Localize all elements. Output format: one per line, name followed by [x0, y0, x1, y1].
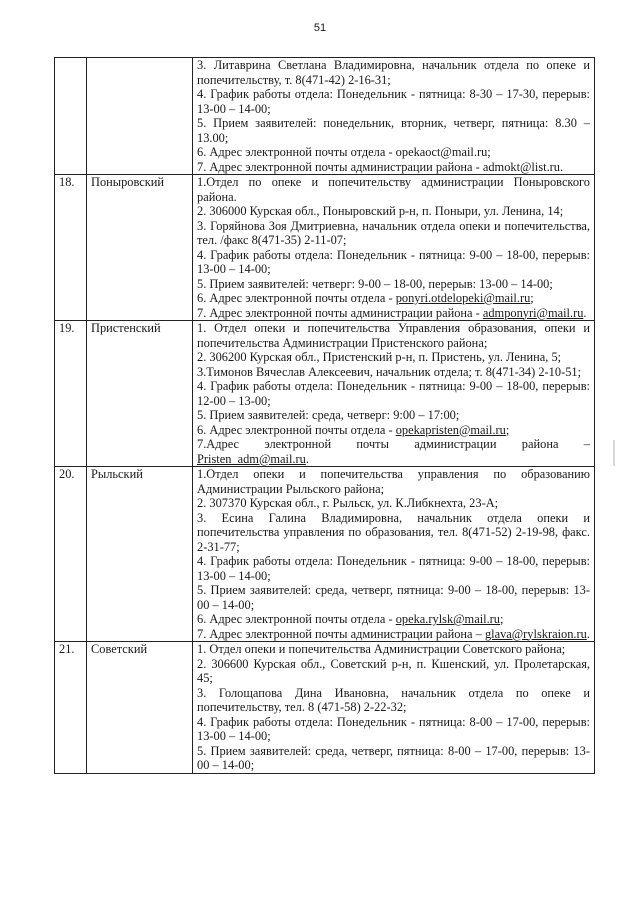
department-info [193, 321, 595, 467]
info-line [197, 554, 590, 583]
info-line [197, 175, 590, 204]
info-line [197, 277, 590, 292]
info-text: 4. График работы отдела: Понедельник - пятница: 9-00 – 18-00, перерыв: 13-00 – 14-00; [197, 247, 590, 276]
info-text: 5. Прием заявителей: среда, четверг, пятница: 9-00 – 18-00, перерыв: 13-00 – 14-00; [197, 583, 590, 612]
info-text: 1. Отдел опеки и попечительства Администрации Советского района; [197, 642, 566, 656]
info-line [197, 467, 590, 496]
info-punctuation: . [586, 626, 590, 641]
info-text: 5. Прием заявителей: четверг: 9-00 – 18-00, перерыв: 13-00 – 14-00; [197, 276, 553, 291]
email-link[interactable]: Pristen_adm@mail.ru [197, 451, 306, 466]
info-line [197, 58, 590, 87]
info-text: 7.Адрес электронной почты администрации района – [197, 437, 590, 451]
table-row [55, 467, 595, 642]
district-contacts-table [54, 57, 595, 774]
info-punctuation: . [305, 451, 309, 466]
scan-artifact [613, 440, 615, 466]
info-line [197, 219, 590, 248]
info-line [197, 496, 590, 511]
info-text: 5. Прием заявителей: понедельник, вторник, четверг, пятница: 8.30 – 13.00; [197, 116, 590, 145]
info-punctuation: ; [505, 422, 510, 437]
table-row [55, 175, 595, 321]
info-text: 4. График работы отдела: Понедельник - пятница: 9-00 – 18-00, перерыв: 13-00 – 14-00; [197, 554, 590, 583]
email-link[interactable]: opekapristen@mail.ru [395, 422, 506, 437]
info-text: 2. 306200 Курская обл., Пристенский р-н, п. Пристень, ул. Ленина, 5; [197, 350, 562, 364]
info-text: 2. 307370 Курская обл., г. Рыльск, ул. К.Либкнехта, 23-А; [197, 496, 499, 510]
info-line [197, 423, 590, 438]
district-name: Советский [87, 642, 193, 774]
info-text: 6. Адрес электронной почты отдела - [197, 612, 396, 626]
district-name: Пристенский [87, 321, 193, 467]
info-line [197, 116, 590, 145]
info-line [197, 715, 590, 744]
info-line [197, 379, 590, 408]
row-number [55, 58, 87, 175]
info-text: 1.Отдел по опеке и попечительству администрации Поныровского района. [197, 175, 590, 204]
info-text: 6. Адрес электронной почты отдела - [197, 291, 396, 305]
info-line [197, 160, 590, 175]
row-number: 20. [55, 467, 87, 642]
department-info [193, 58, 595, 175]
info-line [197, 365, 590, 380]
info-line [197, 744, 590, 773]
info-text: 4. График работы отдела: Понедельник - пятница: 9-00 – 18-00, перерыв: 12-00 – 13-00; [197, 379, 590, 408]
info-text: 3. Литаврина Светлана Владимировна, начальник отдела по опеке и попечительству, т. 8(471-42) 2-16-31; [197, 58, 590, 87]
email-link[interactable]: opeka.rylsk@mail.ru [395, 612, 501, 626]
info-text: 7. Адрес электронной почты администрации района – [197, 626, 485, 641]
info-line [197, 627, 590, 642]
row-number: 19. [55, 321, 87, 467]
row-number: 18. [55, 175, 87, 321]
info-line [197, 87, 590, 116]
email-link[interactable]: glava@rylskraion.ru [484, 626, 587, 641]
info-line [197, 511, 590, 555]
table-row [55, 642, 595, 774]
page-number: 51 [313, 22, 327, 34]
info-text: 1.Отдел опеки и попечительства управления по образованию Администрации Рыльского района; [197, 467, 590, 496]
info-text: 5. Прием заявителей: среда, четверг: 9:00 – 17:00; [197, 408, 460, 422]
info-text: 6. Адрес электронной почты отдела - opekaoct@mail.ru; [197, 145, 491, 159]
info-line [197, 408, 590, 423]
info-text: 3.Тимонов Вячеслав Алексеевич, начальник отдела; т. 8(471-34) 2-10-51; [197, 364, 582, 379]
info-line [197, 437, 590, 466]
row-number: 21. [55, 642, 87, 774]
info-line [197, 583, 590, 612]
info-text: 4. График работы отдела: Понедельник - пятница: 8-00 – 17-00, перерыв: 13-00 – 14-00; [197, 714, 590, 743]
info-line [197, 306, 590, 321]
info-punctuation: ; [500, 612, 504, 626]
table-row [55, 321, 595, 467]
info-text: 4. График работы отдела: Понедельник - пятница: 8-30 – 17-30, перерыв: 13-00 – 14-00; [197, 87, 590, 116]
info-text: 6. Адрес электронной почты отдела - [197, 422, 396, 437]
info-line [197, 291, 590, 306]
district-name: Поныровский [87, 175, 193, 321]
info-line [197, 612, 590, 627]
info-line [197, 686, 590, 715]
info-line [197, 321, 590, 350]
district-name [87, 58, 193, 175]
info-text: 3. Есина Галина Владимировна, начальник отдела опеки и попечительства управления по образования, тел. 8(471-52) 2-19-98, факс. 2-31-77; [197, 510, 590, 554]
info-text: 7. Адрес электронной почты администрации района - admokt@list.ru. [197, 159, 564, 174]
info-line [197, 657, 590, 686]
info-line [197, 145, 590, 160]
info-text: 2. 306600 Курская обл., Советский р-н, п. Кшенский, ул. Пролетарская, 45; [197, 656, 590, 685]
email-link[interactable]: admponyri@mail.ru [482, 305, 584, 320]
table-body [55, 58, 595, 774]
info-punctuation: . [583, 305, 587, 320]
info-line [197, 204, 590, 219]
info-text: 5. Прием заявителей: среда, четверг, пятница: 8-00 – 17-00, перерыв: 13-00 – 14-00; [197, 743, 590, 772]
info-punctuation: ; [530, 291, 534, 305]
info-text: 3. Голощапова Дина Ивановна, начальник отдела по опеке и попечительству, тел. 8 (471-58) 2-22-32; [197, 685, 590, 714]
district-name: Рыльский [87, 467, 193, 642]
department-info [193, 467, 595, 642]
table-row [55, 58, 595, 175]
department-info [193, 175, 595, 321]
info-line [197, 350, 590, 365]
department-info [193, 642, 595, 774]
email-link[interactable]: ponyri.otdelopeki@mail.ru [395, 291, 531, 305]
info-line [197, 248, 590, 277]
info-text: 2. 306000 Курская обл., Поныровский р-н, п. Поныри, ул. Ленина, 14; [197, 204, 564, 218]
info-text: 1. Отдел опеки и попечительства Управления образования, опеки и попечительства Администрации Пристенского района; [197, 321, 590, 350]
info-text: 3. Горяйнова Зоя Дмитриевна, начальник отдела опеки и попечительства, тел. /факс 8(471-35) 2-11-07; [197, 218, 590, 247]
info-line [197, 642, 590, 657]
info-text: 7. Адрес электронной почты администрации района - [197, 305, 483, 320]
